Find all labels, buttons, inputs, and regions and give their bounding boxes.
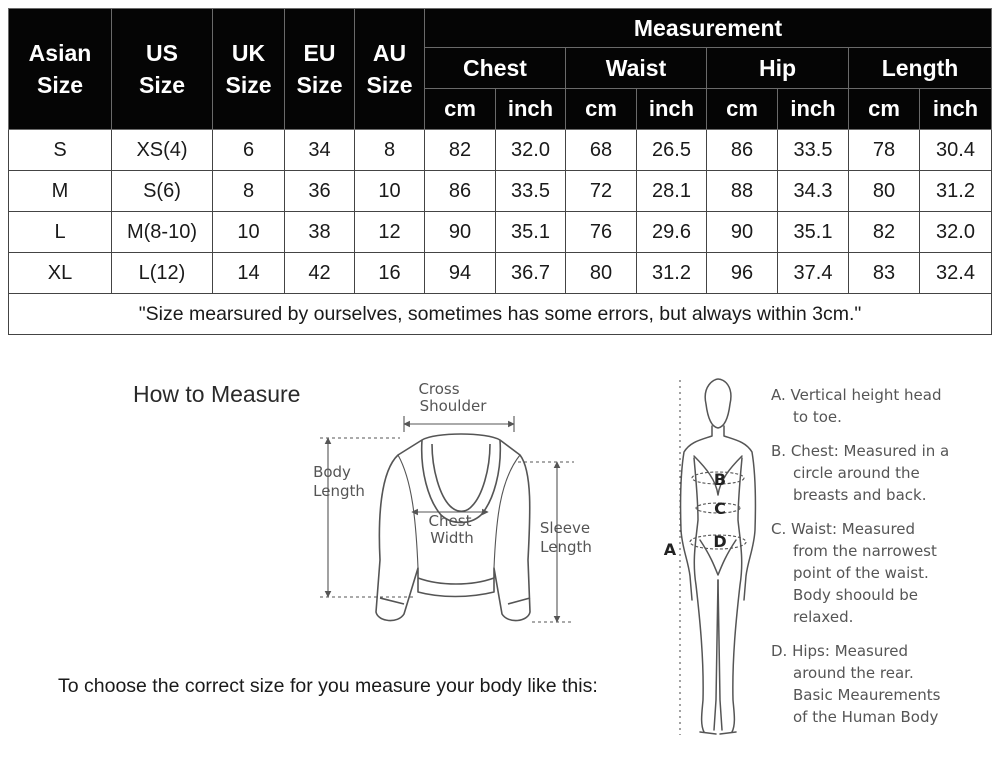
choose-size-instruction: To choose the correct size for you measure your body like this: [58, 675, 598, 697]
body-label-b: B [713, 470, 727, 489]
table-cell: 82 [849, 212, 920, 253]
header-length: Length [849, 48, 992, 89]
body-measure-arrows [680, 380, 746, 735]
table-cell: 26.5 [637, 130, 707, 171]
table-cell: XS(4) [112, 130, 213, 171]
table-cell: 35.1 [496, 212, 566, 253]
table-cell: L [9, 212, 112, 253]
table-cell: 12 [355, 212, 425, 253]
header-unit: cm [425, 89, 496, 130]
header-uk-size: UK Size [213, 9, 285, 130]
table-cell: 14 [213, 253, 285, 294]
body-figure-illustration [681, 379, 756, 734]
header-us-size: US Size [112, 9, 213, 130]
table-cell: 36 [285, 171, 355, 212]
header-hip: Hip [707, 48, 849, 89]
header-asian-size: Asian Size [9, 9, 112, 130]
table-note: "Size mearsured by ourselves, sometimes has some errors, but always within 3cm." [9, 294, 992, 335]
table-cell: 86 [425, 171, 496, 212]
table-cell: 32.4 [920, 253, 992, 294]
header-unit: cm [707, 89, 778, 130]
cross-shoulder-label: Cross [418, 380, 460, 398]
measurement-notes [771, 384, 996, 740]
table-cell: 42 [285, 253, 355, 294]
table-cell: M [9, 171, 112, 212]
header-waist: Waist [566, 48, 707, 89]
table-cell: S [9, 130, 112, 171]
note-chest: B. Chest: Measured in a circle around the breasts and back. [771, 442, 950, 504]
table-cell: 82 [425, 130, 496, 171]
header-unit: inch [920, 89, 992, 130]
table-cell: 32.0 [496, 130, 566, 171]
table-cell: 35.1 [778, 212, 849, 253]
table-cell: 10 [213, 212, 285, 253]
table-cell: L(12) [112, 253, 213, 294]
table-cell: 80 [566, 253, 637, 294]
table-cell: 10 [355, 171, 425, 212]
table-cell: 32.0 [920, 212, 992, 253]
table-cell: 31.2 [920, 171, 992, 212]
table-cell: M(8-10) [112, 212, 213, 253]
table-cell: 34 [285, 130, 355, 171]
header-unit: cm [849, 89, 920, 130]
table-cell: 30.4 [920, 130, 992, 171]
table-cell: 72 [566, 171, 637, 212]
cross-shoulder-label: Shoulder [419, 397, 487, 415]
table-cell: 38 [285, 212, 355, 253]
table-cell: S(6) [112, 171, 213, 212]
table-cell: 16 [355, 253, 425, 294]
header-chest: Chest [425, 48, 566, 89]
body-label-d: D [713, 532, 727, 551]
table-cell: 90 [425, 212, 496, 253]
body-label-c: C [714, 499, 726, 518]
table-cell: 80 [849, 171, 920, 212]
header-unit: inch [778, 89, 849, 130]
note-hips: D. Hips: Measured around the rear. Basic Meaurements of the Human Body [771, 642, 941, 726]
sleeve-length-label: Sleeve [539, 519, 591, 537]
header-unit: cm [566, 89, 637, 130]
sleeve-length-label: Length [540, 538, 592, 556]
table-cell: 31.2 [637, 253, 707, 294]
table-cell: 34.3 [778, 171, 849, 212]
how-to-measure-title: How to Measure [133, 381, 301, 407]
table-cell: 94 [425, 253, 496, 294]
note-vertical-height: A. Vertical height head to toe. [771, 386, 942, 426]
table-cell: 76 [566, 212, 637, 253]
table-cell: 6 [213, 130, 285, 171]
chest-width-label: Width [430, 529, 474, 547]
table-cell: 37.4 [778, 253, 849, 294]
table-cell: 68 [566, 130, 637, 171]
table-cell: 90 [707, 212, 778, 253]
table-cell: 88 [707, 171, 778, 212]
table-cell: 96 [707, 253, 778, 294]
header-au-size: AU Size [355, 9, 425, 130]
body-label-a: A [663, 540, 677, 559]
chest-width-label: Chest [428, 512, 472, 530]
header-unit: inch [637, 89, 707, 130]
table-cell: 33.5 [496, 171, 566, 212]
note-waist: C. Waist: Measured from the narrowest point of the waist. Body shoould be relaxed. [771, 520, 937, 626]
table-cell: 8 [213, 171, 285, 212]
body-length-label: Length [313, 482, 365, 500]
header-measurement: Measurement [425, 9, 992, 48]
header-unit: inch [496, 89, 566, 130]
table-cell: 78 [849, 130, 920, 171]
table-cell: 29.6 [637, 212, 707, 253]
table-cell: 8 [355, 130, 425, 171]
body-length-label: Body [313, 463, 351, 481]
table-cell: 28.1 [637, 171, 707, 212]
table-cell: 36.7 [496, 253, 566, 294]
table-cell: 33.5 [778, 130, 849, 171]
header-eu-size: EU Size [285, 9, 355, 130]
table-cell: XL [9, 253, 112, 294]
table-cell: 86 [707, 130, 778, 171]
table-cell: 83 [849, 253, 920, 294]
